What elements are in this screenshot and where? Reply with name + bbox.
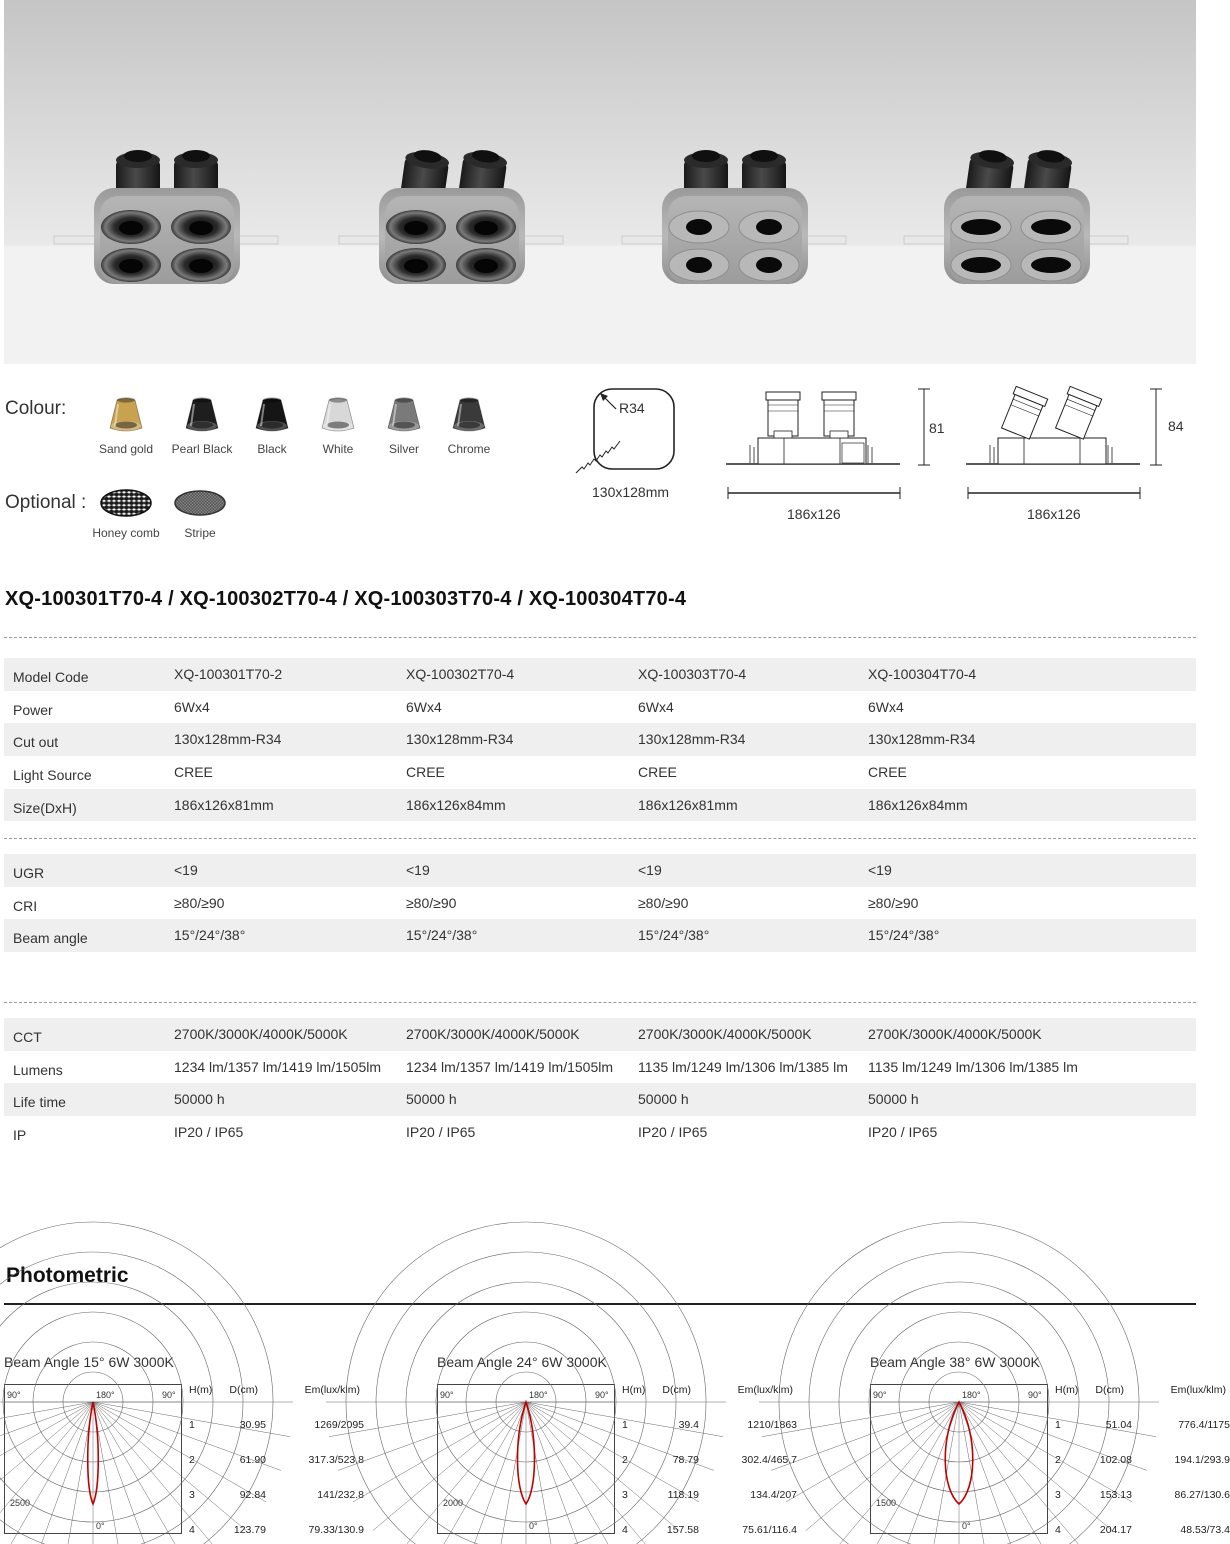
option-stripe-label: Stripe (184, 526, 216, 540)
photometric-cell: 1 (622, 1419, 628, 1431)
spec-value: 6Wx4 (638, 698, 674, 715)
spec-value: 15°/24°/38° (406, 927, 478, 944)
spec-value: 1135 lm/1249 lm/1306 lm/1385 lm (868, 1058, 1078, 1075)
spec-value: ≥80/≥90 (174, 894, 225, 911)
photometric-row (189, 1509, 364, 1544)
tilt-height: 84 (1168, 418, 1184, 434)
colour-swatch-pearl-black (162, 392, 242, 456)
angle-label-top: 180° (962, 1390, 981, 1400)
downlight-unit-4 (904, 147, 1128, 284)
spec-value: IP20 / IP65 (406, 1124, 476, 1141)
spec-value: 130x128mm-R34 (174, 731, 282, 748)
photometric-cell: 1 (189, 1419, 195, 1431)
photometric-cell: 204.17 (1099, 1524, 1132, 1536)
spec-value: CREE (868, 764, 907, 781)
spec-value: IP20 / IP65 (868, 1124, 938, 1141)
product-photo (4, 0, 1196, 364)
downlight-unit-3 (622, 150, 846, 284)
side-drawing-fixed (724, 385, 944, 505)
beam-title: Beam Angle 38° 6W 3000K (870, 1354, 1040, 1370)
spec-value: <19 (868, 862, 892, 878)
photometric-row (1055, 1439, 1230, 1474)
downlight-unit-1 (54, 150, 278, 284)
spec-value: 2700K/3000K/4000K/5000K (406, 1026, 580, 1042)
photometric-cell: 317.3/523.8 (308, 1454, 364, 1466)
option-honeycomb-label: Honey comb (92, 526, 160, 540)
spec-value: 186x126x84mm (406, 796, 506, 813)
angle-label-right: 90° (595, 1390, 609, 1400)
spec-value: 15°/24°/38° (174, 927, 246, 944)
spec-row-size-dxh (4, 789, 1196, 822)
angle-label-top: 180° (529, 1390, 548, 1400)
photometric-cell: 1210/1863 (747, 1419, 797, 1431)
tilt-width: 186x126 (1027, 506, 1081, 522)
reflector-icon (104, 392, 148, 434)
spec-label: Lumens (13, 1061, 63, 1078)
colour-swatch-label: White (322, 442, 354, 456)
spec-row-power (4, 691, 1196, 724)
photometric-header-cell: D(cm) (662, 1384, 691, 1396)
photometric-row (1055, 1404, 1230, 1439)
spec-value: ≥80/≥90 (638, 894, 689, 911)
reflector-icon (250, 392, 294, 434)
photometric-header-cell: Em(lux/klm) (304, 1384, 360, 1396)
reflector-icon (316, 392, 360, 434)
spec-value: 2700K/3000K/4000K/5000K (868, 1026, 1042, 1042)
fixed-height: 81 (929, 420, 945, 436)
product-render (4, 0, 1196, 364)
spec-value: 6Wx4 (174, 698, 210, 715)
colour-swatch-label: Sand gold (98, 442, 154, 456)
polar-diagram (437, 1384, 615, 1534)
scale-label: 2000 (443, 1498, 464, 1508)
angle-label-left: 90° (440, 1390, 454, 1400)
photometric-cell: 48.53/73.4 (1180, 1524, 1230, 1536)
spec-value: 6Wx4 (406, 698, 442, 715)
colour-swatch-label: Chrome (447, 442, 491, 456)
spec-value: 186x126x84mm (868, 796, 968, 813)
photometric-cell: 75.61/116.4 (742, 1524, 797, 1536)
polar-diagram (870, 1384, 1048, 1534)
photometric-row (622, 1474, 797, 1509)
spec-value: ≥80/≥90 (868, 894, 919, 911)
spec-value: 186x126x81mm (638, 796, 738, 813)
spec-value: 130x128mm-R34 (406, 731, 514, 748)
fixed-cylinder-2 (822, 392, 856, 438)
polar-diagram (4, 1384, 182, 1534)
spec-value: 186x126x81mm (174, 796, 274, 813)
spec-value: 50000 h (174, 1091, 225, 1108)
photometric-cell: 2 (622, 1454, 628, 1466)
photometric-header-cell: Em(lux/klm) (1170, 1384, 1226, 1396)
spec-value: CREE (406, 764, 445, 781)
side-drawing-tilt (964, 385, 1184, 505)
photometric-row (622, 1509, 797, 1544)
spec-label: Light Source (13, 767, 92, 784)
photometric-row (622, 1404, 797, 1439)
angle-label-right: 90° (1028, 1390, 1042, 1400)
spec-value: XQ-100301T70-2 (174, 666, 283, 682)
beam-panel-38 (870, 1350, 1230, 1538)
photometric-header (1055, 1384, 1230, 1404)
spec-row-ugr (4, 854, 1196, 887)
fixed-width: 186x126 (787, 506, 841, 522)
spec-row-cri (4, 887, 1196, 920)
photometric-cell: 1269/2095 (314, 1419, 364, 1431)
colour-swatch-label: Black (257, 442, 287, 456)
spec-value: 15°/24°/38° (638, 927, 710, 944)
photometric-cell: 1 (1055, 1419, 1061, 1431)
spec-value: 50000 h (868, 1091, 919, 1108)
spec-value: IP20 / IP65 (638, 1124, 708, 1141)
angle-label-bottom: 0° (96, 1521, 105, 1531)
angle-label-top: 180° (96, 1390, 115, 1400)
spec-row-model-code (4, 658, 1196, 691)
reflector-icon (180, 392, 224, 434)
spec-value: <19 (406, 862, 430, 878)
spec-label: Cut out (13, 734, 59, 751)
scale-label: 1500 (876, 1498, 897, 1508)
colour-swatch-chrome (429, 392, 509, 456)
spec-value: IP20 / IP65 (174, 1124, 244, 1141)
spec-label: CRI (13, 897, 38, 914)
photometric-row (1055, 1474, 1230, 1509)
spec-value: 130x128mm-R34 (638, 731, 746, 748)
downlight-unit-2 (339, 147, 563, 284)
spec-value: ≥80/≥90 (406, 894, 457, 911)
spec-table-basic (4, 658, 1196, 821)
spec-value: CREE (638, 764, 677, 781)
photometric-cell: 61.90 (239, 1454, 266, 1466)
photometric-cell: 776.4/1175 (1178, 1419, 1230, 1431)
spec-row-ip (4, 1116, 1196, 1149)
photometric-header-cell: H(m) (622, 1384, 646, 1396)
spec-row-cct (4, 1018, 1196, 1051)
spec-label: CCT (13, 1029, 42, 1045)
reflector-icon (447, 392, 491, 434)
spec-value: 6Wx4 (868, 698, 904, 715)
spec-value: 1234 lm/1357 lm/1419 lm/1505lm (406, 1058, 614, 1075)
spec-label: Beam angle (13, 930, 88, 947)
photometric-cell: 79.33/130.9 (308, 1524, 364, 1536)
beam-panel-15 (4, 1350, 364, 1538)
photometric-cell: 2 (189, 1454, 195, 1466)
divider (4, 637, 1196, 638)
spec-row-light-source (4, 756, 1196, 789)
photometric-cell: 3 (189, 1489, 195, 1501)
photometric-row (189, 1474, 364, 1509)
photometric-cell: 4 (189, 1524, 195, 1536)
photometric-cell: 153.13 (1099, 1489, 1132, 1501)
spec-value: XQ-100302T70-4 (406, 666, 515, 682)
photometric-rule (4, 1303, 1196, 1305)
photometric-cell: 157.58 (666, 1524, 699, 1536)
spec-table-optics (4, 854, 1196, 952)
scale-label: 2500 (10, 1498, 31, 1508)
photometric-cell: 51.04 (1105, 1419, 1132, 1431)
spec-value: 2700K/3000K/4000K/5000K (174, 1026, 348, 1042)
product-title: XQ-100301T70-4 / XQ-100302T70-4 / XQ-100303T70-4 / XQ-100304T70-4 (5, 588, 687, 610)
photometric-cell: 39.4 (678, 1419, 699, 1431)
option-stripe (160, 488, 240, 540)
fixed-cylinder-1 (766, 392, 800, 438)
spec-label: IP (13, 1127, 27, 1144)
divider (4, 838, 1196, 839)
tilt-cylinder-2 (1054, 386, 1102, 440)
photometric-cell: 302.4/465.7 (741, 1454, 797, 1466)
honeycomb-icon (99, 488, 153, 518)
spec-row-lumens (4, 1051, 1196, 1084)
cutout-radius: R34 (619, 400, 645, 416)
tilt-cylinder-1 (1000, 386, 1048, 440)
photometric-header-cell: D(cm) (1095, 1384, 1124, 1396)
stripe-icon (173, 488, 227, 518)
spec-value: XQ-100303T70-4 (638, 666, 747, 682)
photometric-cell: 86.27/130.6 (1174, 1489, 1230, 1501)
photometric-header-cell: Em(lux/klm) (737, 1384, 793, 1396)
photometric-header-cell: H(m) (189, 1384, 213, 1396)
option-honeycomb (86, 488, 166, 540)
photometric-cell: 2 (1055, 1454, 1061, 1466)
colour-swatch-label: Silver (388, 442, 419, 456)
photometric-title: Photometric (6, 1264, 129, 1287)
photometric-row (189, 1439, 364, 1474)
photometric-cell: 30.95 (239, 1419, 266, 1431)
photometric-cell: 4 (1055, 1524, 1061, 1536)
photometric-header-cell: D(cm) (229, 1384, 258, 1396)
photometric-header (622, 1384, 797, 1404)
spec-label: Model Code (13, 669, 89, 685)
photometric-cell: 134.4/207 (750, 1489, 797, 1501)
optional-label: Optional : (5, 492, 87, 513)
spec-row-beam-angle (4, 919, 1196, 952)
spec-value: 15°/24°/38° (868, 927, 940, 944)
spec-value: XQ-100304T70-4 (868, 666, 977, 682)
spec-row-cut-out (4, 723, 1196, 756)
photometric-cell: 4 (622, 1524, 628, 1536)
photometric-row (189, 1404, 364, 1439)
angle-label-right: 90° (162, 1390, 176, 1400)
spec-row-life-time (4, 1083, 1196, 1116)
spec-value: 50000 h (638, 1091, 689, 1108)
photometric-header (189, 1384, 364, 1404)
photometric-cell: 194.1/293.9 (1174, 1454, 1230, 1466)
photometric-table (189, 1384, 364, 1544)
spec-value: <19 (638, 862, 662, 878)
photometric-cell: 141/232.8 (317, 1489, 364, 1501)
beam-title: Beam Angle 15° 6W 3000K (4, 1354, 174, 1370)
photometric-cell: 3 (1055, 1489, 1061, 1501)
spec-value: CREE (174, 764, 213, 781)
spec-label: Life time (13, 1094, 66, 1111)
spec-label: Size(DxH) (13, 799, 77, 816)
spec-label: Power (13, 701, 53, 718)
angle-label-bottom: 0° (962, 1521, 971, 1531)
photometric-row (622, 1439, 797, 1474)
photometric-cell: 102.08 (1099, 1454, 1132, 1466)
photometric-cell: 78.79 (672, 1454, 699, 1466)
angle-label-bottom: 0° (529, 1521, 538, 1531)
angle-label-left: 90° (873, 1390, 887, 1400)
photometric-row (1055, 1509, 1230, 1544)
photometric-cell: 92.84 (239, 1489, 266, 1501)
cutout-size: 130x128mm (592, 484, 670, 500)
photometric-table (1055, 1384, 1230, 1544)
divider (4, 1002, 1196, 1003)
beam-title: Beam Angle 24° 6W 3000K (437, 1354, 607, 1370)
angle-label-left: 90° (7, 1390, 21, 1400)
reflector-icon (382, 392, 426, 434)
spec-value: 130x128mm-R34 (868, 731, 976, 748)
photometric-cell: 123.79 (233, 1524, 266, 1536)
photometric-cell: 118.19 (667, 1489, 699, 1501)
colour-swatch-sand-gold (86, 392, 166, 456)
beam-panel-24 (437, 1350, 797, 1538)
photometric-table (622, 1384, 797, 1544)
photometric-cell: 3 (622, 1489, 628, 1501)
spec-value: <19 (174, 862, 198, 878)
colour-swatch-label: Pearl Black (171, 442, 233, 456)
spec-value: 1135 lm/1249 lm/1306 lm/1385 lm (638, 1058, 848, 1075)
spec-label: UGR (13, 865, 45, 881)
photometric-header-cell: H(m) (1055, 1384, 1079, 1396)
spec-table-output (4, 1018, 1196, 1149)
colour-label: Colour: (5, 398, 67, 419)
spec-value: 50000 h (406, 1091, 457, 1108)
spec-value: 2700K/3000K/4000K/5000K (638, 1026, 812, 1042)
spec-value: 1234 lm/1357 lm/1419 lm/1505lm (174, 1058, 382, 1075)
